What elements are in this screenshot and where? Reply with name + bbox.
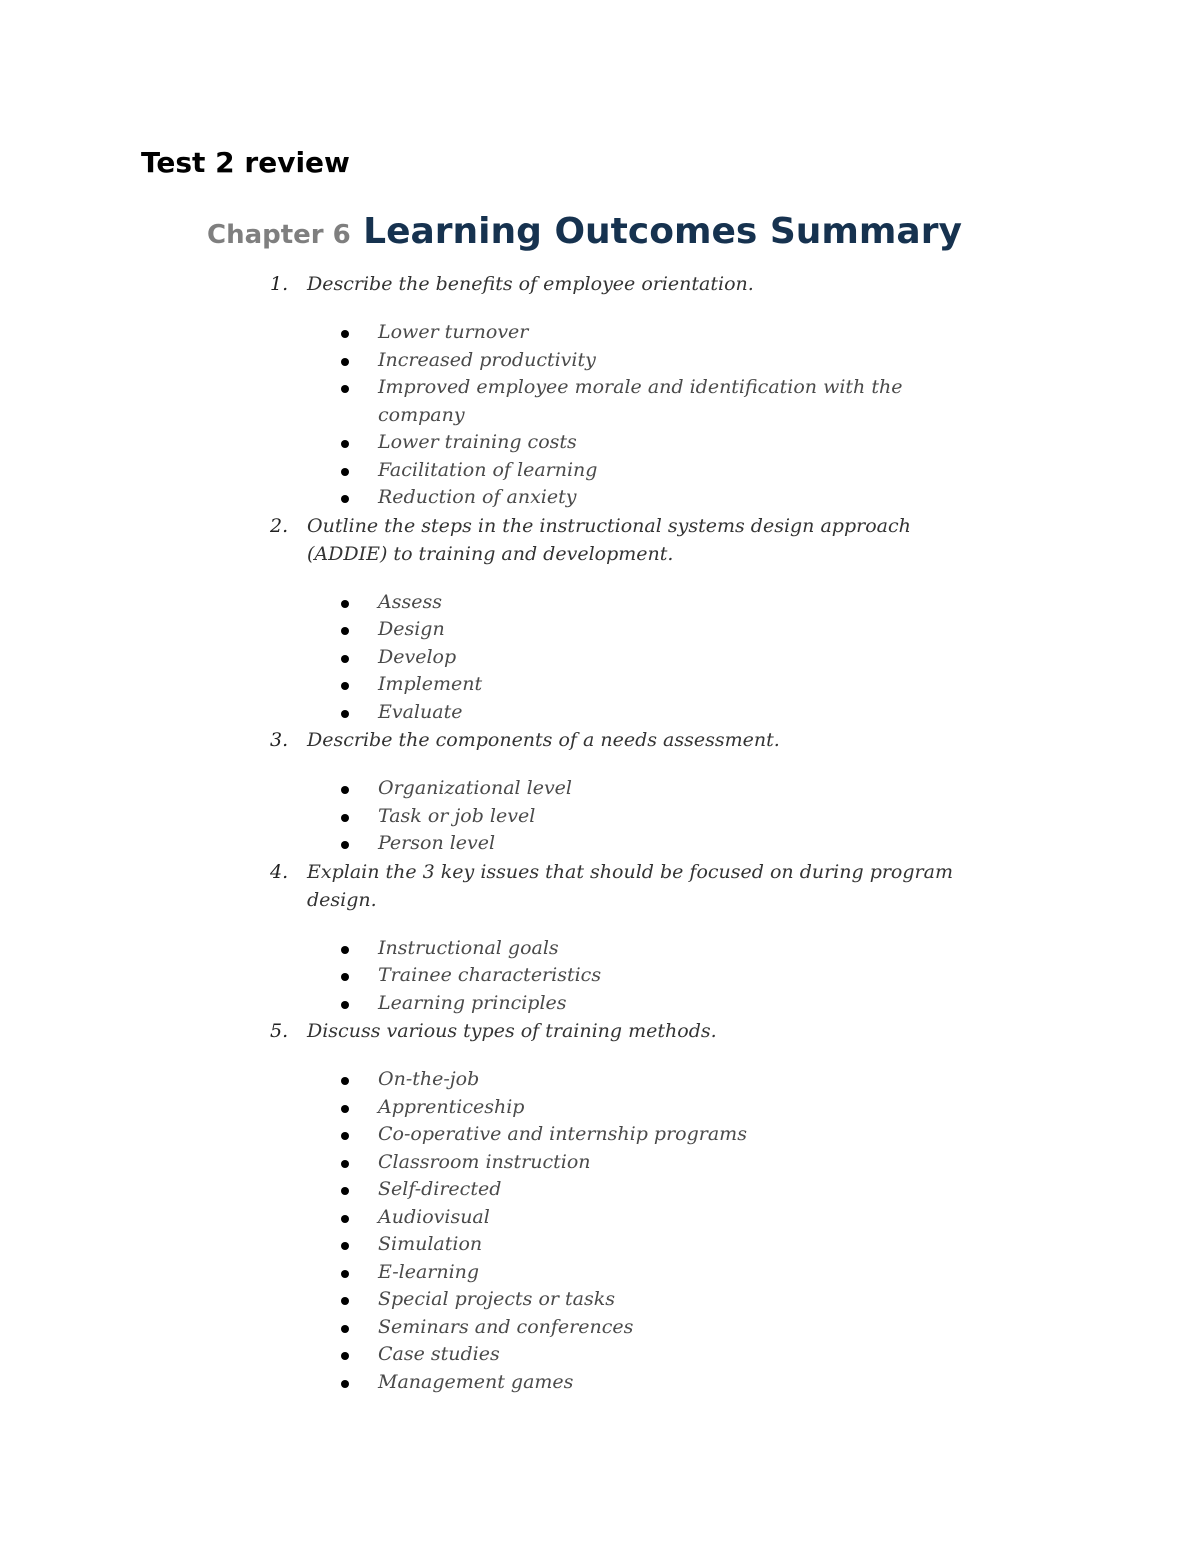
sub-list-item <box>307 671 960 699</box>
sub-item-text: Case studies <box>378 1343 500 1365</box>
sub-item-text: Co-operative and internship programs <box>378 1123 747 1145</box>
bullet-icon <box>341 1325 349 1333</box>
outcome-item <box>270 1017 960 1396</box>
bullet-icon <box>341 1001 349 1009</box>
sub-item-text: Organizational level <box>378 777 573 799</box>
outcome-sub-list <box>307 935 960 1018</box>
sub-item-text: E-learning <box>378 1260 480 1283</box>
outcome-text: Discuss various types of training methods. <box>307 1020 717 1042</box>
bullet-icon <box>341 1077 349 1085</box>
bullet-icon <box>341 600 349 608</box>
sub-list-item <box>307 616 960 644</box>
bullet-icon <box>341 1270 349 1278</box>
sub-item-text: Special projects or tasks <box>378 1288 616 1310</box>
sub-list-item <box>307 990 960 1018</box>
outcome-text: Explain the 3 key issues that should be focused on during program design. <box>307 860 953 911</box>
bullet-icon <box>341 1187 349 1195</box>
outcome-sub-list <box>307 1066 960 1396</box>
bullet-icon <box>341 814 349 822</box>
sub-list-item <box>307 484 960 512</box>
sub-list-item <box>307 347 960 375</box>
outcome-number: 3. <box>270 729 289 751</box>
outcome-text: Describe the benefits of employee orientation. <box>307 273 754 295</box>
sub-item-text: Learning principles <box>378 991 567 1014</box>
sub-item-text: Develop <box>378 645 457 668</box>
sub-item-text: Facilitation of learning <box>378 458 598 481</box>
sub-list-item <box>307 644 960 672</box>
bullet-icon <box>341 710 349 718</box>
sub-item-text: Management games <box>378 1370 574 1393</box>
sub-item-text: Person level <box>378 832 496 854</box>
bullet-icon <box>341 946 349 954</box>
sub-list-item <box>307 1231 960 1259</box>
bullet-icon <box>341 440 349 448</box>
sub-item-text: Increased productivity <box>378 348 596 371</box>
outcome-sub-list <box>307 775 960 858</box>
bullet-icon <box>341 1352 349 1360</box>
outcome-sub-list <box>307 319 960 512</box>
outcome-text: Outline the steps in the instructional systems design approach (ADDIE) to training and development. <box>307 514 911 565</box>
bullet-icon <box>341 330 349 338</box>
sub-list-item <box>307 1369 960 1397</box>
sub-item-text: Audiovisual <box>378 1205 490 1228</box>
sub-list-item <box>307 962 960 990</box>
sub-list-item <box>307 935 960 963</box>
sub-item-text: Reduction of anxiety <box>378 486 577 508</box>
outcome-item <box>270 270 960 512</box>
bullet-icon <box>341 1297 349 1305</box>
sub-item-text: Lower training costs <box>378 431 577 453</box>
sub-item-text: Seminars and conferences <box>378 1315 634 1338</box>
bullet-icon <box>341 495 349 503</box>
bullet-icon <box>341 1160 349 1168</box>
outcome-number: 2. <box>270 514 289 537</box>
sub-list-item <box>307 1121 960 1149</box>
sub-item-text: Simulation <box>378 1233 483 1255</box>
sub-list-item <box>307 457 960 485</box>
page-title: Test 2 review <box>141 146 350 179</box>
sub-list-item <box>307 699 960 727</box>
sub-item-text: Evaluate <box>378 700 463 723</box>
sub-list-item <box>307 1314 960 1342</box>
outcome-item <box>270 858 960 1018</box>
sub-item-text: Assess <box>378 590 442 613</box>
sub-list-item <box>307 1286 960 1314</box>
sub-item-text: Apprenticeship <box>378 1095 525 1118</box>
chapter-label: Chapter 6 <box>207 220 351 250</box>
bullet-icon <box>341 1215 349 1223</box>
sub-item-text: Task or job level <box>378 804 536 827</box>
sub-list-item <box>307 319 960 347</box>
sub-item-text: Implement <box>378 673 483 695</box>
sub-item-text: Self-directed <box>378 1178 502 1200</box>
chapter-heading <box>207 204 962 263</box>
sub-list-item <box>307 1149 960 1177</box>
sub-item-text: Trainee characteristics <box>378 964 602 986</box>
sub-list-item <box>307 429 960 457</box>
outcome-text: Describe the components of a needs assessment. <box>307 729 780 751</box>
sub-list-item <box>307 1341 960 1369</box>
sub-list-item <box>307 374 960 429</box>
bullet-icon <box>341 973 349 981</box>
sub-list-item <box>307 589 960 617</box>
chapter-title: Learning Outcomes Summary <box>363 211 962 252</box>
sub-list-item <box>307 1259 960 1287</box>
sub-list-item <box>307 1204 960 1232</box>
bullet-icon <box>341 1132 349 1140</box>
sub-item-text: Design <box>378 618 445 640</box>
bullet-icon <box>341 358 349 366</box>
sub-list-item <box>307 803 960 831</box>
sub-item-text: Instructional goals <box>378 936 559 959</box>
bullet-icon <box>341 1242 349 1250</box>
sub-list-item <box>307 1176 960 1204</box>
sub-list-item <box>307 1066 960 1094</box>
bullet-icon <box>341 385 349 393</box>
sub-list-item <box>307 1094 960 1122</box>
sub-item-text: On-the-job <box>378 1068 480 1090</box>
bullet-icon <box>341 468 349 476</box>
sub-item-text: Lower turnover <box>378 321 529 343</box>
sub-item-text: Improved employee morale and identification with the company <box>378 376 903 426</box>
bullet-icon <box>341 786 349 794</box>
bullet-icon <box>341 841 349 849</box>
sub-list-item <box>307 830 960 858</box>
bullet-icon <box>341 627 349 635</box>
outcome-item <box>270 512 960 727</box>
bullet-icon <box>341 1380 349 1388</box>
outcome-sub-list <box>307 589 960 727</box>
outcome-number: 1. <box>270 273 289 295</box>
bullet-icon <box>341 682 349 690</box>
bullet-icon <box>341 1105 349 1113</box>
learning-outcomes-list <box>270 270 960 1396</box>
outcome-number: 4. <box>270 860 289 883</box>
outcome-item <box>270 726 960 858</box>
sub-list-item <box>307 775 960 803</box>
outcome-number: 5. <box>270 1020 289 1042</box>
bullet-icon <box>341 655 349 663</box>
sub-item-text: Classroom instruction <box>378 1150 591 1173</box>
